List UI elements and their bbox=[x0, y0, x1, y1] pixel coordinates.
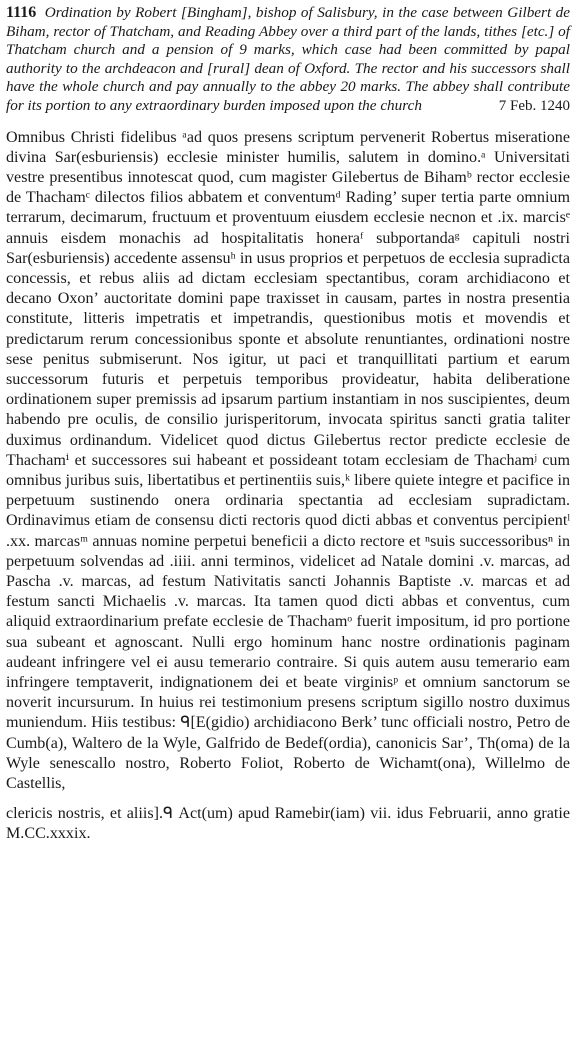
entry-headnote bbox=[6, 4, 570, 116]
charter-closing-text: clericis nostris, et aliis].ᑫ Act(um) apud Ramebir(iam) vii. idus Februarii, anno gratie M.CC.xxxix. bbox=[6, 805, 570, 843]
entry-number: 1116 bbox=[6, 4, 37, 21]
entry-date: 7 Feb. 1240 bbox=[498, 97, 570, 114]
charter-text bbox=[6, 128, 570, 845]
charter-main-text: Omnibus Christi fidelibus ᵃad quos presens scriptum pervenerit Robertus miseratione divina Sar(esburiensis) ecclesie minister humilis, salutem in domino.ᵃ Universitati vestre presentibus innotescat quod, cum magister Gilebertus de Bihamᵇ rector ecclesie de Thachamᶜ dilectos filios abbatem et conventumᵈ Rading’ super tertia parte omnium terrarum, decimarum, fructuum et proventuum eiusdem ecclesie necnon et .ix. marcisᵉ annuis eisdem monachis ad hospitalitatis honeraᶠ subportandaᵍ capituli nostri Sar(esburiensis) accedente assensuʰ in usus proprios et perpetuos de ecclesia supradicta concessis, et rebus aliis ad dictam ecclesiam spectantibus, coram archidiacono et decano Oxon’ auctoritate domini pape traxisset in causam, partes in nostra presentia constitute, litteris impetratis et impetrandis, questionibus motis et movendis et predictarum rerum concessionibus sponte et absolute renuntiantes, ordinationi nostre sese penitus submiserunt. Nos igitur, ut paci et tranquillitati partium et earum successorum futuris et perpetuis temporibus provideatur, habita deliberatione ordinationem super premissis ad ipsarum partium instantiam in nos suscipientes, deum habendo pre oculis, de consilio jurisperitorum, invocata spiritus sancti gratia taliter duximus ordinandum. Videlicet quod dictus Gilebertus rector predicte ecclesie de Thachamⁱ et successores sui habeant et possideant totam ecclesiam de Thachamʲ cum omnibus juribus suis, libertatibus et pertinentiis suis,ᵏ libere quiete integre et pacifice in perpetuum sustinendo onera ordinaria spectantia ad ecclesiam supradictam. Ordinavimus etiam de consensu dicti rectoris quod dicti abbas et conventus percipientˡ .xx. marcasᵐ annuas nomine perpetui beneficii a dicto rectore et ⁿsuis successoribusⁿ in perpetuum solvendas ad .iiii. anni terminos, videlicet ad Natale domini .v. marcas, ad Pascha .v. marcas, ad festum Nativitatis sancti Johannis Baptiste .v. marcas et ad festum sancti Michaelis .v. marcas. Ita tamen quod dicti abbas et conventus, cum aliquid extraordinarium prefate ecclesie de Thachamᵒ fuerit impositum, id pro portione sua subeant et agnoscant. Nulli ergo hominum hanc nostre ordinationis paginam audeant infringere vel ei ausu temerario contraire. Si quis autem ausu temerario eam infringere temptaverit, indignationem dei et beate virginisᵖ et omnium sanctorum se noverit incursurum. In huius rei testimonium presens scriptum sigillo nostro duximus muniendum. Hiis testibus: ᑫ[E(gidio) archidiacono Berk’ tunc officiali nostro, Petro de Cumb(a), Waltero de la Wyle, Galfrido de Bedef(ordia), canonicis Sar’, Th(oma) de la Wyle senescallo nostro, Roberto Foliot, Roberto de Wichamt(ona), Willelmo de Castellis, bbox=[6, 128, 570, 793]
entry-summary: Ordination by Robert [Bingham], bishop of Salisbury, in the case between Gilbert de Biham, rector of Thatcham, and Reading Abbey over a third part of the lands, tithes [etc.] of Thatcham church and a pension of 9 marks, which case had been committed by papal authority to the archdeacon and [rural] dean of Oxford. The rector and his successors shall have the whole church and pay annually to the abbey 20 marks. The abbey shall contribute for its portion to any extraordinary burden imposed upon the church bbox=[6, 4, 571, 114]
